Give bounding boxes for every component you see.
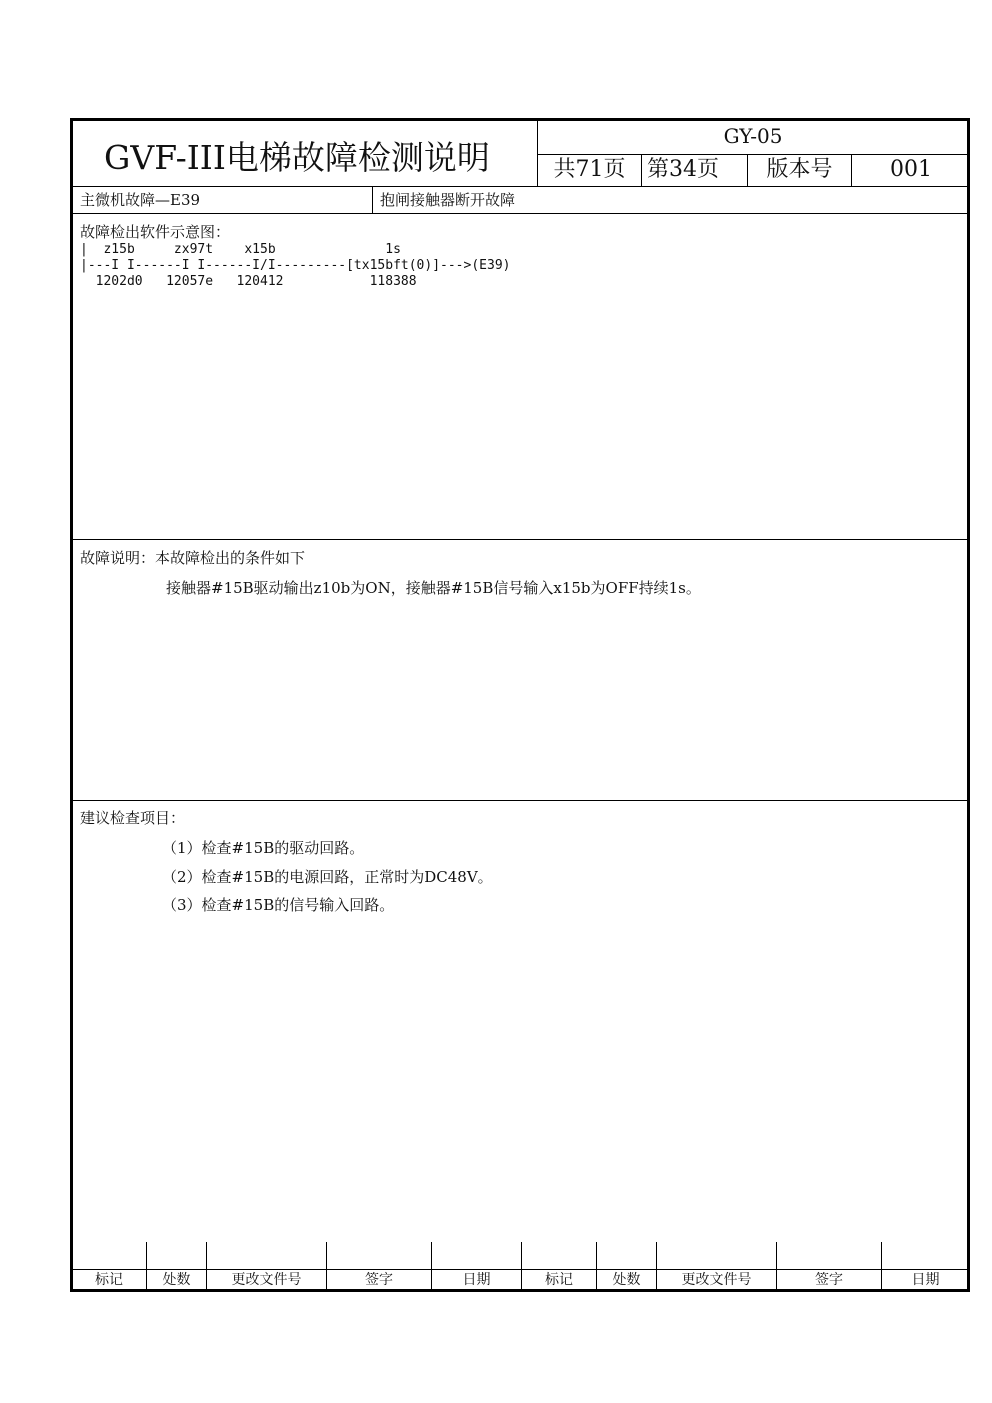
page-number: 第34页 — [647, 157, 719, 182]
footer-cell: 签字 — [365, 1272, 393, 1288]
footer-cell: 日期 — [462, 1272, 491, 1288]
document-title: GVF-III电梯故障检测说明 — [104, 138, 490, 177]
suggestion-item: （2）检查#15B的电源回路，正常时为DC48V。 — [162, 868, 493, 886]
footer-cell: 处数 — [162, 1272, 191, 1288]
doc-code: GY-05 — [723, 124, 783, 148]
footer-cell: 处数 — [612, 1272, 641, 1288]
version-label: 版本号 — [766, 157, 833, 182]
footer-cell: 签字 — [815, 1272, 843, 1288]
footer-cell: 更改文件号 — [681, 1272, 752, 1288]
suggestion-item: （1）检查#15B的驱动回路。 — [162, 839, 365, 857]
fault-name-label: 抱闸接触器断开故障 — [380, 191, 516, 209]
diagram-label: 故障检出软件示意图： — [80, 223, 231, 241]
suggestions-label: 建议检查项目： — [80, 809, 186, 827]
fault-code-label: 主微机故障—E39 — [80, 191, 201, 209]
document-frame — [70, 118, 970, 1292]
fault-description-text: 接触器#15B驱动输出z10b为ON，接触器#15B信号输入x15b为OFF持续1s。 — [166, 579, 701, 597]
ladder-line-2: |---I I------I I------I/I---------[tx15bft(0)]--->(E39) — [80, 258, 511, 273]
total-pages: 共71页 — [553, 157, 626, 182]
ladder-line-3: 1202d0 12057e 120412 118388 — [80, 274, 417, 289]
fault-description-label: 故障说明：本故障检出的条件如下 — [80, 549, 306, 567]
footer-cell: 更改文件号 — [231, 1272, 302, 1288]
ladder-line-1: | z15b zx97t x15b 1s — [80, 242, 401, 257]
footer-cell: 标记 — [545, 1272, 573, 1288]
version-value: 001 — [890, 157, 932, 182]
suggestion-item: （3）检查#15B的信号输入回路。 — [162, 896, 395, 914]
footer-cell: 标记 — [95, 1272, 123, 1288]
footer-cell: 日期 — [911, 1272, 940, 1288]
